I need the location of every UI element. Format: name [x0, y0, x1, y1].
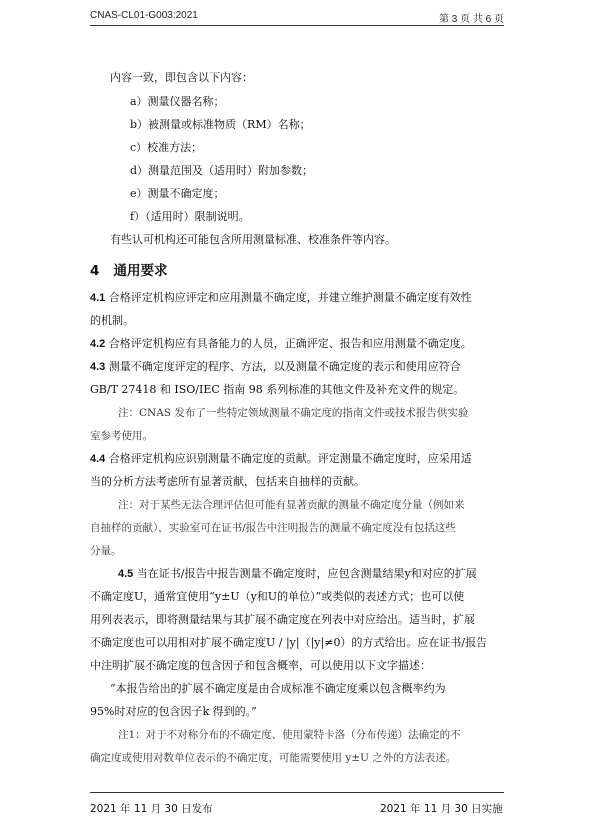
clause-4-1 [90, 290, 504, 306]
clause-number: 4.3 [90, 361, 106, 373]
note: 分量。 [90, 545, 122, 557]
quote-text: “本报告给出的扩展不确定度是由合成标准不确定度乘以包含概率约为 [110, 682, 446, 695]
note: 注：CNAS 发布了一些特定领域测量不确定度的指南文件或技术报告供实验 [118, 407, 469, 419]
section-heading [90, 263, 504, 279]
header-rule [90, 25, 504, 26]
note: 确定度或使用对数单位表示的不确定度，可能需要使用 y±U 之外的方法表述。 [90, 752, 457, 764]
list-item: e）测量不确定度； [130, 187, 225, 200]
clause-number: 4.4 [90, 453, 106, 465]
list-item: a）测量仪器名称； [130, 95, 225, 108]
intro-line: 内容一致，即包含以下内容： [110, 71, 253, 84]
clause-4-2 [90, 336, 504, 352]
clause-number: 4.5 [118, 568, 134, 580]
clause-text: 不确定度U，通常宜使用“y±U（y和U的单位）”或类似的表述方式；也可以使 [90, 590, 465, 603]
note: 室参考使用。 [90, 430, 153, 442]
footer-rule [90, 792, 504, 793]
clause-text: GB/T 27418 和 ISO/IEC 指南 98 系列标准的其他文件及补充文件的规定。 [90, 383, 465, 396]
list-item: b）被测量或标准物质（RM）名称； [130, 118, 311, 131]
clause-text: 当的分析方法考虑所有显著贡献，包括来自抽样的贡献。 [90, 475, 365, 488]
clause-number: 4.1 [90, 292, 106, 304]
clause-text: 合格评定机构应有具备能力的人员，正确评定、报告和应用测量不确定度。 [108, 337, 472, 350]
note: 注：对于某些无法合理评估但可能有显著贡献的测量不确定度分量（例如来 [118, 499, 465, 511]
intro-tail: 有些认可机构还可能包含所用测量标准、校准条件等内容。 [110, 233, 396, 246]
clause-4-5 [118, 566, 532, 582]
document-id: CNAS-CL01-G003:2021 [90, 10, 198, 21]
clause-number: 4.2 [90, 338, 106, 350]
list-item: f）（适用时）限制说明。 [130, 210, 250, 223]
clause-text: 合格评定机构应识别测量不确定度的贡献。评定测量不确定度时，应采用适 [108, 452, 472, 465]
clause-text: 的机制。 [90, 314, 134, 327]
effective-date: 2021 年 11 月 30 日实施 [380, 803, 503, 815]
clause-text: 测量不确定度评定的程序、方法，以及测量不确定度的表示和使用应符合 [108, 360, 461, 373]
list-item: d）测量范围及（适用时）附加参数； [130, 164, 314, 177]
clause-text: 用列表表示，即将测量结果与其扩展不确定度在列表中对应给出。适当时，扩展 [90, 613, 475, 626]
page-number: 第 3 页 共 6 页 [438, 14, 504, 25]
note: 自抽样的贡献），实验室可在证书/报告中注明报告的测量不确定度没有包括这些 [90, 522, 456, 534]
clause-text: 当在证书/报告中报告测量不确定度时，应包含测量结果y和对应的扩展 [136, 567, 477, 580]
section-title: 通用要求 [113, 263, 168, 279]
clause-text: 中注明扩展不确定度的包含因子和包含概率，可以使用以下文字描述： [90, 659, 431, 672]
quote-text: 95%时对应的包含因子k 得到的。” [90, 705, 257, 718]
clause-4-4 [90, 451, 504, 467]
note: 注1：对于不对称分布的不确定度、使用蒙特卡洛（分布传递）法确定的不 [118, 729, 461, 741]
publish-date: 2021 年 11 月 30 日发布 [90, 803, 213, 815]
clause-text: 合格评定机构应评定和应用测量不确定度，并建立维护测量不确定度有效性 [108, 291, 472, 304]
clause-text: 不确定度也可以用相对扩展不确定度U / |y|（|y|≠0）的方式给出。应在证书/报告 [90, 636, 488, 649]
list-item: c）校准方法； [130, 141, 203, 154]
section-number: 4 [90, 263, 100, 279]
clause-4-3 [90, 359, 504, 375]
